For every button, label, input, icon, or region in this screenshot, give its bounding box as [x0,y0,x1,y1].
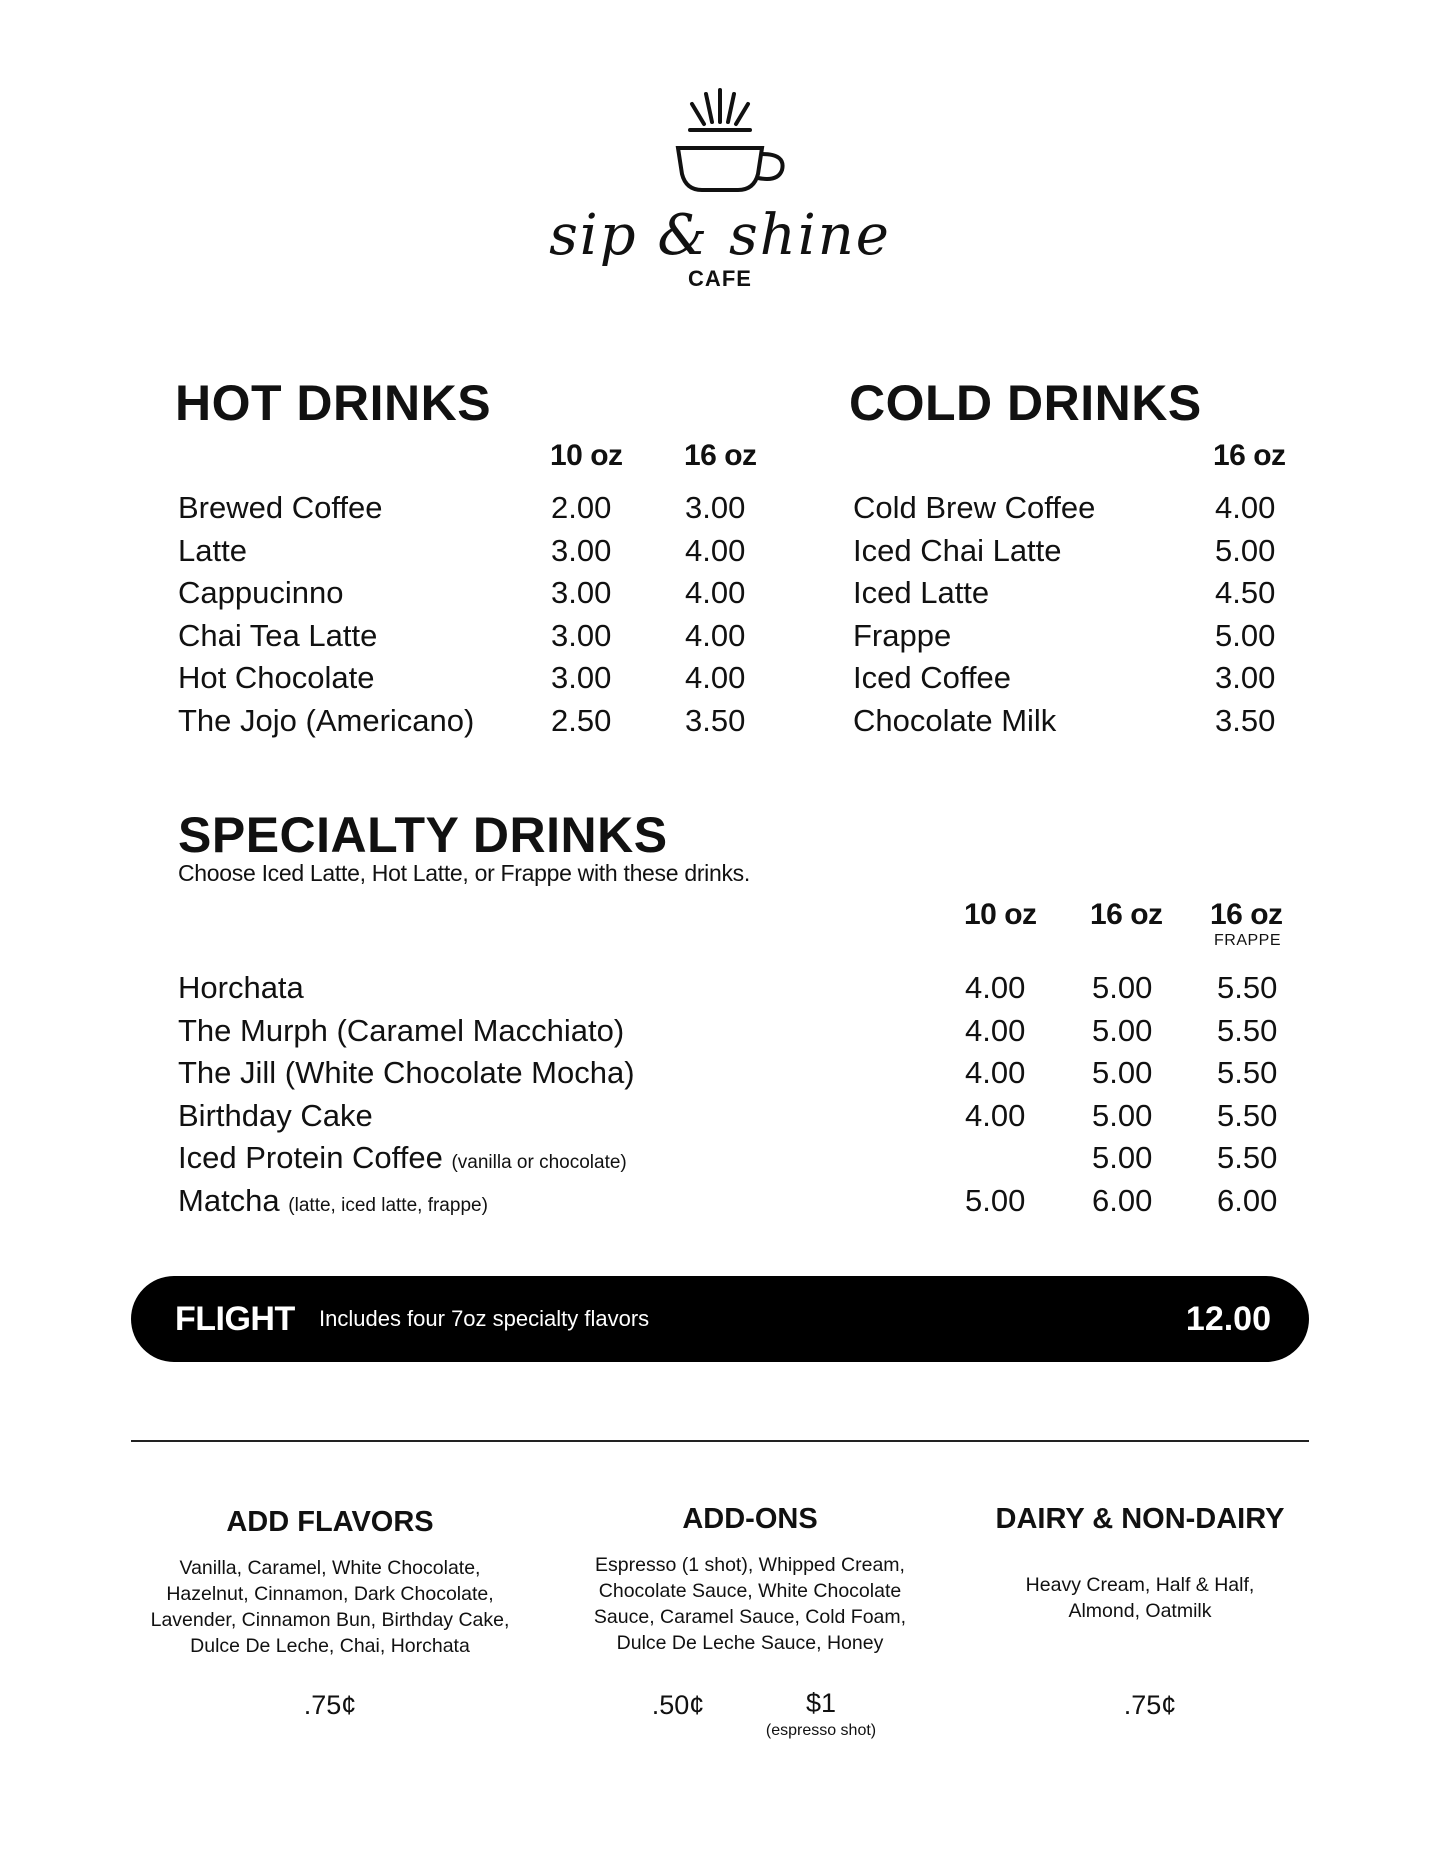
specialty-drink-name [178,1180,488,1227]
hot-drink-name: The Jojo (Americano) [178,702,475,738]
specialty-price-10oz: 4.00 [965,1012,1026,1048]
specialty-price-16oz: 5.00 [1092,1012,1153,1048]
hot-price-10oz: 3.00 [551,575,612,610]
flight-title: FLIGHT [175,1300,295,1338]
specialty-drink-row [0,1095,1440,1137]
hot-price-16oz: 3.00 [685,490,746,525]
flavors-line: Vanilla, Caramel, White Chocolate, [179,1557,481,1579]
specialty-price-16oz: 6.00 [1092,1182,1153,1218]
specialty-price-16oz: 5.00 [1092,1097,1153,1133]
cold-drinks-title: COLD DRINKS [849,375,1202,431]
specialty-price-frappe: 5.50 [1217,970,1278,1005]
hot-drink-name: Hot Chocolate [178,660,375,695]
specialty-drinks-title: SPECIALTY DRINKS [178,807,668,863]
specialty-subtitle: Choose Iced Latte, Hot Latte, or Frappe with these drinks. [178,860,750,886]
espresso-shot-price: $1 [805,1688,837,1718]
specialty-price-frappe: 5.50 [1217,1097,1278,1133]
cold-price-16oz: 5.00 [1215,617,1276,653]
cold-drink-row [0,657,1440,699]
specialty-drink-name: Horchata [178,970,304,1005]
specialty-price-16oz: 5.00 [1092,1140,1153,1175]
coffee-cup-icon [520,80,920,210]
dairy-line: Almond, Oatmilk [1068,1600,1212,1622]
cold-drink-name: Cold Brew Coffee [853,490,1096,525]
drink-note: (latte, iced latte, frappe) [288,1194,488,1216]
flight-description: Includes four 7oz specialty flavors [319,1306,650,1331]
cold-drink-name: Iced Coffee [853,660,1011,695]
hot-drinks-title: HOT DRINKS [175,375,492,431]
hot-drink-name: Chai Tea Latte [178,617,378,653]
section-divider [131,1440,1309,1442]
specialty-drink-row [0,1180,1440,1222]
flight-banner [131,1276,1309,1362]
cold-drink-row [0,487,1440,529]
specialty-drink-name: Birthday Cake [178,1097,373,1133]
add-ons-list [540,1552,960,1656]
hot-drink-name: Latte [178,532,247,568]
add-ons-title: ADD-ONS [682,1503,818,1535]
cold-col-16oz: 16 oz [1213,439,1286,472]
hot-price-16oz: 3.50 [685,702,746,738]
cold-price-16oz: 3.50 [1215,702,1276,738]
addons-line: Chocolate Sauce, White Chocolate [598,1580,902,1602]
addons-line: Espresso (1 shot), Whipped Cream, [595,1554,905,1576]
specialty-drink-row [0,967,1440,1009]
flavors-line: Dulce De Leche, Chai, Horchata [190,1635,470,1657]
cold-drink-row [0,700,1440,742]
add-ons-price: .50¢ [651,1690,705,1720]
cold-drink-name: Iced Latte [853,575,990,610]
specialty-col-10oz: 10 oz [964,898,1037,931]
specialty-col-frappe-label: FRAPPE [1214,932,1282,949]
add-flavors-title: ADD FLAVORS [226,1506,434,1538]
specialty-price-10oz: 5.00 [965,1182,1026,1218]
cold-drink-name: Frappe [853,617,952,653]
cold-drink-name: Iced Chai Latte [853,532,1062,568]
cold-drink-row [0,572,1440,614]
flavors-line: Lavender, Cinnamon Bun, Birthday Cake, [150,1609,510,1631]
cold-price-16oz: 4.50 [1215,575,1276,610]
cold-price-16oz: 4.00 [1215,490,1276,525]
specialty-drink-row [0,1052,1440,1094]
hot-col-10oz: 10 oz [550,439,623,472]
hot-price-16oz: 4.00 [685,660,746,695]
specialty-price-frappe: 5.50 [1217,1055,1278,1090]
flavors-line: Hazelnut, Cinnamon, Dark Chocolate, [166,1583,494,1605]
addons-line: Sauce, Caramel Sauce, Cold Foam, [593,1606,907,1628]
add-flavors-price: .75¢ [303,1690,357,1720]
hot-price-16oz: 4.00 [685,532,746,568]
brand-name: sip & shine [549,203,891,268]
specialty-drink-name: The Jill (White Chocolate Mocha) [178,1055,635,1090]
drink-name-text: Iced Protein Coffee [178,1140,443,1175]
specialty-price-frappe: 5.50 [1217,1140,1278,1175]
specialty-price-16oz: 5.00 [1092,1055,1153,1090]
dairy-title: DAIRY & NON-DAIRY [995,1503,1285,1535]
hot-price-10oz: 2.50 [551,702,612,738]
cold-price-16oz: 3.00 [1215,660,1276,695]
specialty-col-16oz-frappe: 16 oz [1210,898,1283,931]
hot-price-16oz: 4.00 [685,575,746,610]
hot-price-10oz: 3.00 [551,660,612,695]
flight-price: 12.00 [1185,1300,1271,1338]
cold-price-16oz: 5.00 [1215,532,1276,568]
hot-col-16oz: 16 oz [684,439,757,472]
specialty-price-10oz: 4.00 [965,1055,1026,1090]
hot-drink-name: Cappucinno [178,575,344,610]
cold-drink-row [0,530,1440,572]
specialty-drink-row [0,1010,1440,1052]
hot-price-10oz: 3.00 [551,532,612,568]
addons-line: Dulce De Leche Sauce, Honey [616,1632,884,1654]
cold-drink-name: Chocolate Milk [853,702,1057,738]
specialty-drink-name [178,1137,627,1184]
hot-drink-name: Brewed Coffee [178,490,383,525]
drink-note: (vanilla or chocolate) [451,1152,627,1173]
specialty-price-frappe: 6.00 [1217,1182,1278,1218]
espresso-shot-note: (espresso shot) [765,1722,877,1739]
specialty-col-16oz: 16 oz [1090,898,1163,931]
add-flavors-list [120,1555,540,1659]
cafe-logo [520,80,920,300]
hot-price-10oz: 2.00 [551,490,612,525]
brand-subtitle: CAFE [688,266,752,291]
dairy-line: Heavy Cream, Half & Half, [1025,1574,1255,1596]
hot-price-10oz: 3.00 [551,617,612,653]
dairy-list [960,1572,1320,1624]
hot-price-16oz: 4.00 [685,617,746,653]
specialty-drink-name: The Murph (Caramel Macchiato) [178,1012,625,1048]
specialty-price-10oz: 4.00 [965,1097,1026,1133]
dairy-price: .75¢ [1123,1690,1177,1720]
cold-drink-row [0,615,1440,657]
specialty-price-10oz: 4.00 [965,970,1026,1005]
drink-name-text: Matcha [178,1182,280,1218]
specialty-price-16oz: 5.00 [1092,970,1153,1005]
specialty-drink-row [0,1137,1440,1179]
specialty-price-frappe: 5.50 [1217,1012,1278,1048]
